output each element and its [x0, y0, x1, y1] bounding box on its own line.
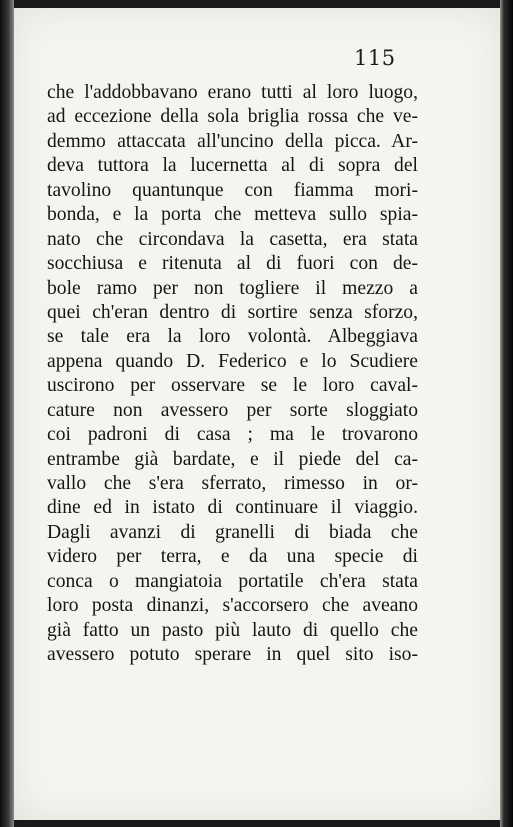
text-line: vallo che s'era sferrato, rimesso in or-	[47, 473, 418, 494]
text-line: loro posta dinanzi, s'accorsero che aveano	[47, 595, 418, 617]
text-line: che l'addobbavano erano tutti al loro luogo,	[47, 82, 418, 103]
text-line: bonda, e la porta che metteva sullo spia-	[47, 204, 418, 226]
text-line: tavolino quantunque con fiamma mori-	[47, 179, 418, 201]
text-line: socchiusa e ritenuta al di fuori con de-	[47, 253, 418, 275]
text-line: ad eccezione della sola briglia rossa che ve-	[47, 106, 418, 128]
text-line: avessero potuto sperare in quel sito iso-	[47, 644, 418, 666]
text-line: conca o mangiatoia portatile ch'era stata	[47, 570, 418, 592]
book-page	[14, 8, 500, 820]
text-line: bole ramo per non togliere il mezzo a	[47, 277, 418, 299]
page-edge-right	[500, 0, 513, 827]
text-line: nato che circondava la casetta, era stata	[47, 228, 418, 250]
text-line: cature non avessero per sorte sloggiato	[47, 399, 418, 421]
text-line: già fatto un pasto più lauto di quello che	[47, 619, 418, 641]
text-line: se tale era la loro volontà. Albeggiava	[47, 326, 418, 348]
text-line: entrambe già bardate, e il piede del ca-	[47, 448, 418, 470]
body-text	[47, 81, 418, 668]
text-line: quei ch'eran dentro di sortire senza sforzo,	[47, 301, 418, 323]
text-line: uscirono per osservare se le loro caval-	[47, 375, 418, 397]
text-line: Dagli avanzi di granelli di biada che	[47, 521, 418, 543]
text-line: coi padroni di casa ; ma le trovarono	[47, 424, 418, 446]
text-line: videro per terra, e da una specie di	[47, 546, 418, 568]
text-line: appena quando D. Federico e lo Scudiere	[47, 350, 418, 372]
text-line: dine ed in istato di continuare il viaggio.	[47, 497, 418, 519]
text-line: deva tuttora la lucernetta al di sopra del	[47, 155, 418, 177]
page-number: 115	[354, 46, 396, 70]
page-edge-left	[0, 0, 14, 827]
text-line: demmo attaccata all'uncino della picca. Ar-	[47, 130, 418, 152]
